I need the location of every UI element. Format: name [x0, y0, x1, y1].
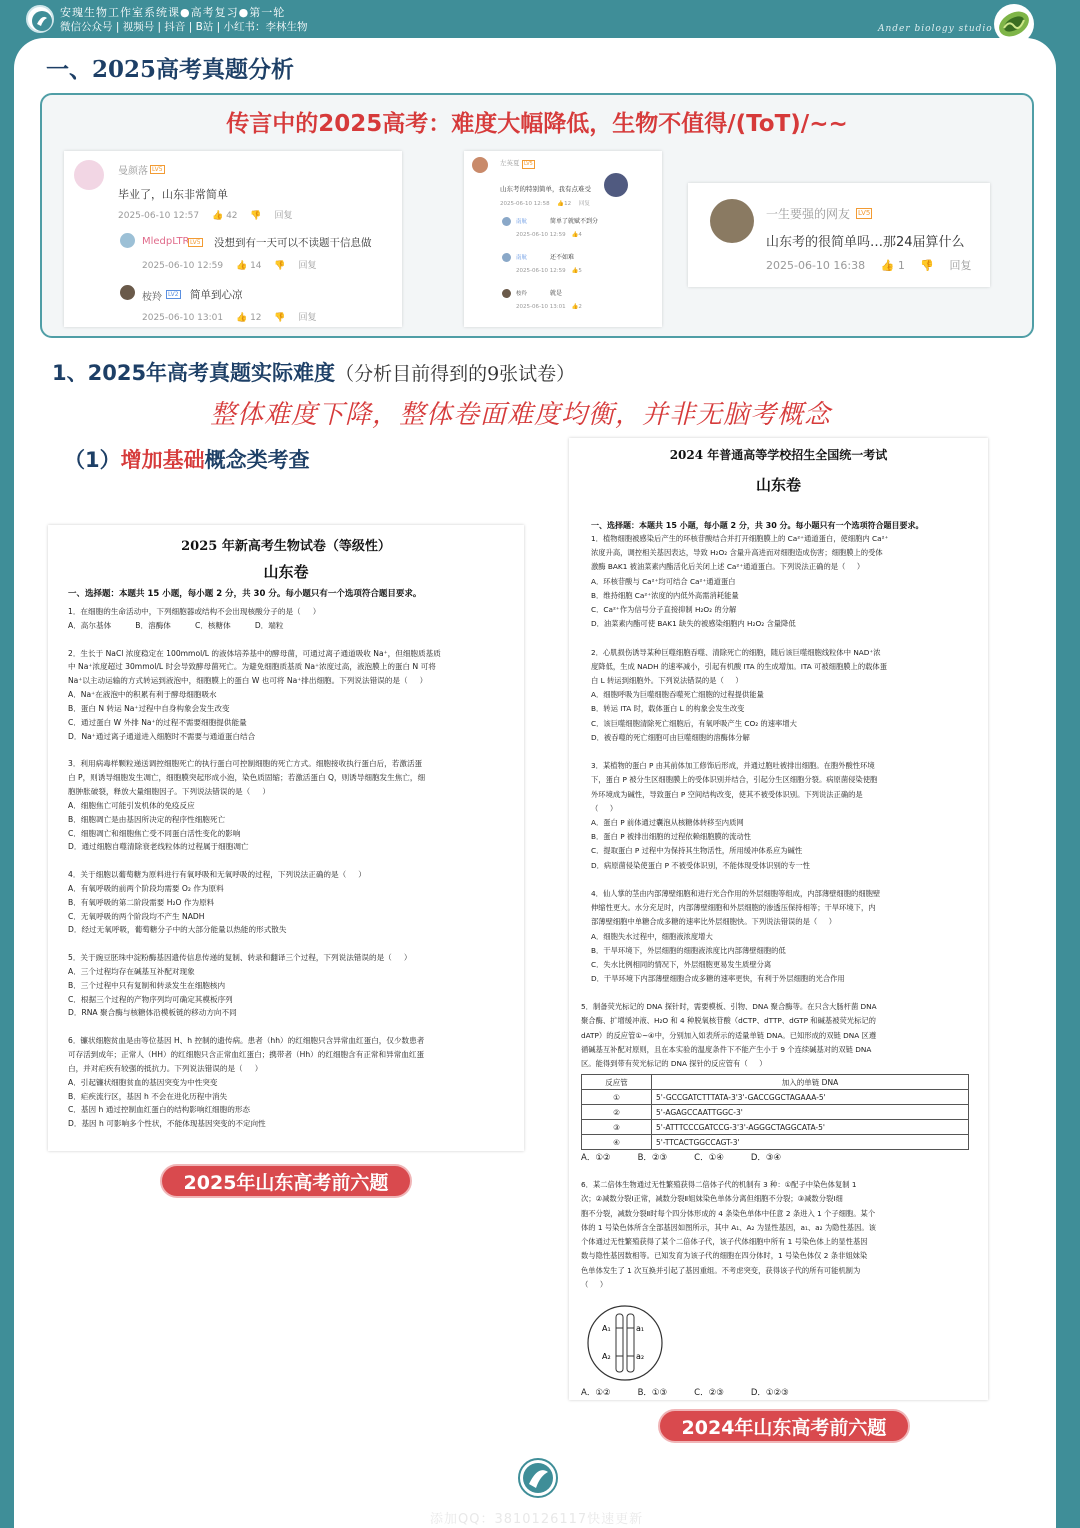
- table-header-cell: 反应管: [582, 1075, 652, 1090]
- level-badge: LV2: [168, 291, 179, 298]
- like-count: 2: [578, 304, 582, 310]
- like-icon[interactable]: 👍: [880, 259, 895, 272]
- table-cell: ④: [582, 1135, 652, 1150]
- questions-text: 1．在细胞的生命活动中，下列细胞器或结构不会出现核酸分子的是（ ） A．高尔基体 B．溶酶体 C．核糖体 D．端粒 2．生长于 NaCl 浓度稳定在 100mmol/L 的液体培养基中的酵母菌，可通过离子通道吸收 Na⁺，但细胞质基质 中 Na⁺浓度超过 30mmol/L 时会导致酵母菌死亡。为避免细胞质基质 Na⁺浓度过高，液泡膜上的蛋白 N 可将 Na⁺以主动运输的方式转运到液泡中，细胞膜上的蛋白 W 也可将 Na⁺排出细胞。下列说法错误的是（ ） A．Na⁺在液泡中的积累有利于酵母细胞吸水 B．蛋白 N 转运 Na⁺过程中自身构象会发生改变 C．通过蛋白 W 外排 Na⁺的过程不需要细胞提供能量 D．Na⁺通过离子通道进入细胞时不需要与通道蛋白结合 3．利用病毒样颗粒递送调控细胞死亡的执行蛋白可控制细胞的死亡方式。细胞接收执行蛋白后，若激活蛋 白 P，则诱导细胞发生凋亡，细胞膜突起形成小泡，染色质固缩；若激活蛋白 Q，则诱导细胞发生焦亡，细 胞肿胀破裂，释放大量细胞因子。下列说法错误的是（ ） A．细胞焦亡可能引发机体的免疫反应 B．细胞凋亡是由基因所决定的程序性细胞死亡 C．细胞凋亡和细胞焦亡受不同蛋白活性变化的影响 D．通过细胞自噬清除衰老线粒体的过程属于细胞凋亡 4．关于细胞以葡萄糖为原料进行有氧呼吸和无氧呼吸的过程，下列说法正确的是（ ） A．有氧呼吸的前两个阶段均需要 O₂ 作为原料 B．有氧呼吸的第二阶段需要 H₂O 作为原料 C．无氧呼吸的两个阶段均不产生 NADH D．经过无氧呼吸，葡萄糖分子中的大部分能量以热能的形式散失 5．关于豌豆胚珠中淀粉酶基因遗传信息传递的复制、转录和翻译三个过程，下列说法错误的是（ ） A．三个过程均存在碱基互补配对现象 B．三个过程中只有复制和转录发生在细胞核内 C．根据三个过程的产物序列均可确定其模板序列 D．RNA 聚合酶与核糖体沿模板链的移动方向不同 6．镰状细胞贫血是由等位基因 H、h 控制的遗传病。患者（hh）的红细胞只含异常血红蛋白，仅少数患者 可存活到成年；正常人（HH）的红细胞只含正常血红蛋白；携带者（Hh）的红细胞含有正常和异常血红蛋 白，并对疟疾有较强的抵抗力。下列说法错误的是（ ） A．引起镰状细胞贫血的基因突变为中性突变 B．疟疾流行区，基因 h 不会在进化历程中消失 C．基因 h 通过控制血红蛋白的结构影响红细胞的形态 D．基因 h 可影响多个性状，不能体现基因突变的不定向性: [68, 607, 441, 1129]
- rumor-title: 传言中的2025高考：难度大幅降低，生物不值得/(ToT)/~~: [226, 111, 848, 137]
- table-cell: ①: [582, 1090, 652, 1105]
- like-icon[interactable]: 👍: [235, 313, 248, 323]
- leaf-logo-icon: [31, 10, 53, 32]
- reply-link[interactable]: 回复: [298, 261, 317, 271]
- like-icon[interactable]: 👍: [557, 201, 565, 207]
- reply-link[interactable]: 回复: [298, 313, 317, 323]
- studio-line: 安瑰生物工作室系统课●高考复习●第一轮: [60, 6, 286, 19]
- table-row: [582, 1120, 969, 1135]
- reply-user: 桉羚: [516, 291, 528, 297]
- footer-logo: [517, 1457, 559, 1499]
- reply-link[interactable]: 回复: [578, 201, 590, 207]
- comment-user: 一生要强的网友: [766, 207, 851, 221]
- table-header-row: [582, 1075, 969, 1090]
- level-badge: LV5: [858, 209, 871, 217]
- like-icon[interactable]: 👍: [211, 211, 224, 221]
- subsection-highlight: 增加基础: [120, 448, 205, 472]
- table-row: [582, 1105, 969, 1120]
- reply-time: 2025-06-10 13:01: [142, 313, 224, 323]
- subsection-number: （1）: [64, 448, 121, 472]
- reply-user: 桉羚: [142, 292, 162, 303]
- dna-table: [581, 1074, 969, 1150]
- section-1-title: 一、2025高考真题分析: [46, 56, 295, 83]
- avatar: [502, 253, 511, 262]
- section-heading: 一、选择题：本题共 15 小题，每小题 2 分，共 30 分。每小题只有一个选项符合题目要求。: [68, 589, 422, 599]
- studio-english-name: Ander biology studio: [878, 24, 993, 34]
- avatar: [472, 157, 488, 173]
- comment-card-2: [464, 151, 662, 327]
- slogan: 整体难度下降，整体卷面难度均衡，并非无脑考概念: [210, 400, 832, 430]
- like-count: 5: [578, 268, 582, 274]
- reply-meta: [516, 304, 582, 310]
- table-cell: ②: [582, 1105, 652, 1120]
- reply-time: 2025-06-10 12:59: [516, 268, 566, 274]
- questions-text: 1．植物细胞被感染后产生的环核苷酸结合并打开细胞膜上的 Ca²⁺通道蛋白，使细胞内 Ca²⁺ 浓度升高，调控相关基因表达，导致 H₂O₂ 含量升高进而对细胞造成伤害；细胞膜上的受体 激酶 BAK1 被油菜素内酯活化后关闭上述 Ca²⁺通道蛋白。下列说法正确的是（ ） A．环核苷酸与 Ca²⁺均可结合 Ca²⁺通道蛋白 B．维持细胞 Ca²⁺浓度的内低外高需消耗能量 C．Ca²⁺作为信号分子直接抑制 H₂O₂ 的分解 D．油菜素内酯可使 BAK1 缺失的被感染细胞内 H₂O₂ 含量降低 2．心肌损伤诱导某种巨噬细胞吞噬、清除死亡的细胞，随后该巨噬细胞线粒体中 NAD⁺浓 度降低，生成 NADH 的速率减小，引起有机酸 ITA 的生成增加。ITA 可被细胞膜上的载体蛋 白 L 转运到细胞外。下列说法错误的是（ ） A．细胞呼吸为巨噬细胞吞噬死亡细胞的过程提供能量 B．转运 ITA 时，载体蛋白 L 的构象会发生改变 C．该巨噬细胞清除死亡细胞后，有氧呼吸产生 CO₂ 的速率增大 D．被吞噬的死亡细胞可由巨噬细胞的溶酶体分解 3．某植物的蛋白 P 由其前体加工修饰后形成，并通过胞吐被排出细胞。在胞外酸性环境 下，蛋白 P 被分生区细胞膜上的受体识别并结合，引起分生区细胞分裂。病原菌侵染使胞 外环境成为碱性，导致蛋白 P 空间结构改变，使其不被受体识别。下列说法正确的是 （ ） A．蛋白 P 前体通过囊泡从核糖体转移至内质网 B．蛋白 P 被排出细胞的过程依赖细胞膜的流动性 C．提取蛋白 P 过程中为保持其生物活性，所用缓冲体系应为碱性 D．病原菌侵染使蛋白 P 不被受体识别，不能体现受体识别的专一性 4．仙人掌的茎由内部薄壁细胞和进行光合作用的外层细胞等组成，内部薄壁细胞的细胞壁 伸缩性更大。水分充足时，内部薄壁细胞和外层细胞的渗透压保持相等；干旱环境下，内 部薄壁细胞中单糖合成多糖的速率比外层细胞快。下列说法错误的是（ ） A．细胞失水过程中，细胞液浓度增大 B．干旱环境下，外层细胞的细胞液浓度比内部薄壁细胞的低 C．失水比例相同的情况下，外层细胞更易发生质壁分离 D．干旱环境下内部薄壁细胞合成多糖的速率更快，有利于外层细胞的光合作用: [591, 534, 889, 984]
- comment-meta: [118, 208, 293, 221]
- subsection-1-title: [64, 444, 310, 474]
- exam-subtitle: 山东卷: [263, 563, 309, 581]
- table-cell: 5'-AGAGCCAATTGGC-3': [652, 1105, 969, 1120]
- comment-time: 2025-06-10 16:38: [766, 259, 866, 272]
- label-2025: 2025年山东高考前六题: [160, 1164, 412, 1198]
- like-count: 42: [226, 211, 238, 221]
- comment-text: 山东考的特别简单，我有点难受: [500, 185, 591, 193]
- reply-link[interactable]: 回复: [949, 259, 972, 272]
- like-count: 4: [578, 232, 582, 238]
- exam-2024-page: [569, 438, 988, 1400]
- question-6-text: 6．某二倍体生物通过无性繁殖获得二倍体子代的机制有 3 种：①配子中染色体复制 1 次；②减数分裂Ⅰ正常，减数分裂Ⅱ姐妹染色单体分离但细胞不分裂；③减数分裂Ⅰ细 胞不分裂，减数分裂Ⅱ时每个四分体形成的 4 条染色单体中任意 2 条进入 1 个子细胞。某个 体的 1 号染色体所含全部基因如图所示，其中 A₁、A₂ 为显性基因，a₁、a₂ 为隐性基因。该 个体通过无性繁殖获得了某个二倍体子代，该子代体细胞中所有 1 号染色体上的显性基因 数与隐性基因数相等。已知发育为该子代的细胞在四分体时，1 号染色体仅 2 条非姐妹染 色单体发生了 1 次互换并引起了基因重组。不考虑突变，获得该子代的所有可能机制为 （ ）: [581, 1180, 876, 1290]
- dislike-icon[interactable]: 👎: [920, 259, 935, 272]
- section-heading: 一、选择题：本题共 15 小题，每小题 2 分，共 30 分。每小题只有一个选项符合题目要求。: [591, 521, 924, 530]
- qq-watermark: 添加QQ：3810126117快速更新: [430, 1512, 644, 1527]
- comment-card-1: [64, 151, 402, 327]
- like-icon[interactable]: 👍: [571, 232, 579, 238]
- like-count: 12: [564, 201, 572, 207]
- q6-options: A．①② B．①③ C．②③ D．①②③: [581, 1388, 789, 1398]
- exam-title: 2024 年普通高等学校招生全国统一考试: [669, 448, 888, 462]
- reply-meta: [516, 268, 582, 274]
- reply-text: 没想到有一天可以不读题干信息做: [214, 237, 372, 249]
- comment-card-3: [688, 183, 990, 287]
- comment-meta: [500, 199, 590, 207]
- dislike-icon[interactable]: 👎: [274, 313, 286, 323]
- reply-text: 简单到心凉: [190, 289, 243, 301]
- section-2-title: [52, 357, 575, 387]
- like-count: 12: [250, 313, 262, 323]
- like-count: 1: [897, 259, 905, 272]
- like-count: 14: [250, 261, 262, 271]
- dislike-icon[interactable]: 👎: [250, 211, 262, 221]
- reply-meta: [142, 258, 317, 271]
- reply-meta: [142, 310, 317, 323]
- comment-text: 毕业了，山东非常简单: [118, 188, 228, 201]
- table-cell: 5'-TTCACTGGCCAGT-3': [652, 1135, 969, 1150]
- avatar: [502, 289, 511, 298]
- avatar: [710, 199, 754, 243]
- table-header-cell: 加入的单链 DNA: [652, 1075, 969, 1090]
- comment-user: 左英夏: [500, 159, 520, 167]
- level-badge: LV5: [190, 239, 201, 246]
- gene-label: A₂: [602, 1352, 611, 1361]
- gene-label: a₁: [636, 1324, 645, 1333]
- exam-2025-page: [48, 525, 524, 1151]
- comment-time: 2025-06-10 12:57: [118, 211, 200, 221]
- reply-text: 还不如难: [550, 254, 575, 261]
- exam-title: 2025 年新高考生物试卷（等级性）: [181, 539, 391, 554]
- question-5-text: 5．制备荧光标记的 DNA 探针时，需要模板、引物、DNA 聚合酶等。在只含大肠杆菌 DNA 聚合酶、扩增缓冲液、H₂O 和 4 种脱氧核苷酸（dCTP、dTTP、dGTP 和碱基被荧光标记的 dATP）的反应管①~④中，分别加入如表所示的适量单链 DNA。已知形成的双链 DNA 区遵 循碱基互补配对原则，且在本实验的温度条件下不能产生小于 9 个连续碱基对的双链 DNA 区。能得到带有荧光标记的 DNA 探针的反应管有（ ）: [581, 1002, 877, 1069]
- subsection-rest: 概念类考查: [204, 448, 310, 472]
- avatar: [74, 160, 104, 190]
- reply-user: 南航: [516, 255, 528, 261]
- section-2-title-main: 1、2025年高考真题实际难度: [52, 361, 336, 385]
- emoji-sticker: [604, 173, 628, 197]
- q5-options: A．①② B．②③ C．①④ D．③④: [581, 1153, 782, 1163]
- section-2-title-note: （分析目前得到的9张试卷）: [335, 363, 576, 385]
- reply-meta: [516, 232, 582, 238]
- reply-time: 2025-06-10 12:59: [516, 232, 566, 238]
- comment-user: 曼颜落: [118, 166, 148, 177]
- rumor-box: [40, 93, 1034, 338]
- exam-subtitle: 山东卷: [755, 476, 801, 494]
- reply-user: 南航: [516, 219, 528, 225]
- gene-label: A₁: [602, 1324, 611, 1333]
- dislike-icon[interactable]: 👎: [274, 261, 286, 271]
- table-cell: 5'-ATTTCCCGATCCG-3'3'-AGGGCTAGGCATA-5': [652, 1120, 969, 1135]
- table-cell: 5'-GCCGATCTTTATA-3'3'-GACCGGCTAGAAA-5': [652, 1090, 969, 1105]
- avatar: [120, 285, 135, 300]
- chromosome-figure: [585, 1304, 665, 1382]
- table-row: [582, 1090, 969, 1105]
- like-icon[interactable]: 👍: [571, 304, 579, 310]
- level-badge: LV5: [524, 161, 533, 167]
- avatar: [120, 233, 135, 248]
- top-bar: [0, 0, 1080, 38]
- reply-link[interactable]: 回复: [274, 211, 293, 221]
- label-2024: 2024年山东高考前六题: [658, 1409, 910, 1443]
- reply-time: 2025-06-10 13:01: [516, 304, 566, 310]
- level-badge: LV5: [152, 166, 163, 173]
- gene-label: a₂: [636, 1352, 645, 1361]
- like-icon[interactable]: 👍: [571, 268, 579, 274]
- comment-text: 山东考的很简单吗…那24届算什么: [766, 235, 965, 250]
- avatar: [502, 217, 511, 226]
- comment-meta: [766, 257, 972, 273]
- reply-time: 2025-06-10 12:59: [142, 261, 224, 271]
- reply-text: 简单了就赋不到分: [550, 218, 599, 225]
- comment-time: 2025-06-10 12:58: [500, 201, 550, 207]
- reply-text: 就是: [550, 290, 563, 297]
- table-cell: ③: [582, 1120, 652, 1135]
- social-line: 微信公众号 | 视频号 | 抖音 | B站 | 小红书：李林生物: [60, 21, 308, 33]
- like-icon[interactable]: 👍: [235, 261, 248, 271]
- reply-user: MledpLTR: [142, 236, 190, 247]
- studio-logo: [26, 5, 54, 33]
- leaf-logo-icon: [517, 1457, 559, 1499]
- table-row: [582, 1135, 969, 1150]
